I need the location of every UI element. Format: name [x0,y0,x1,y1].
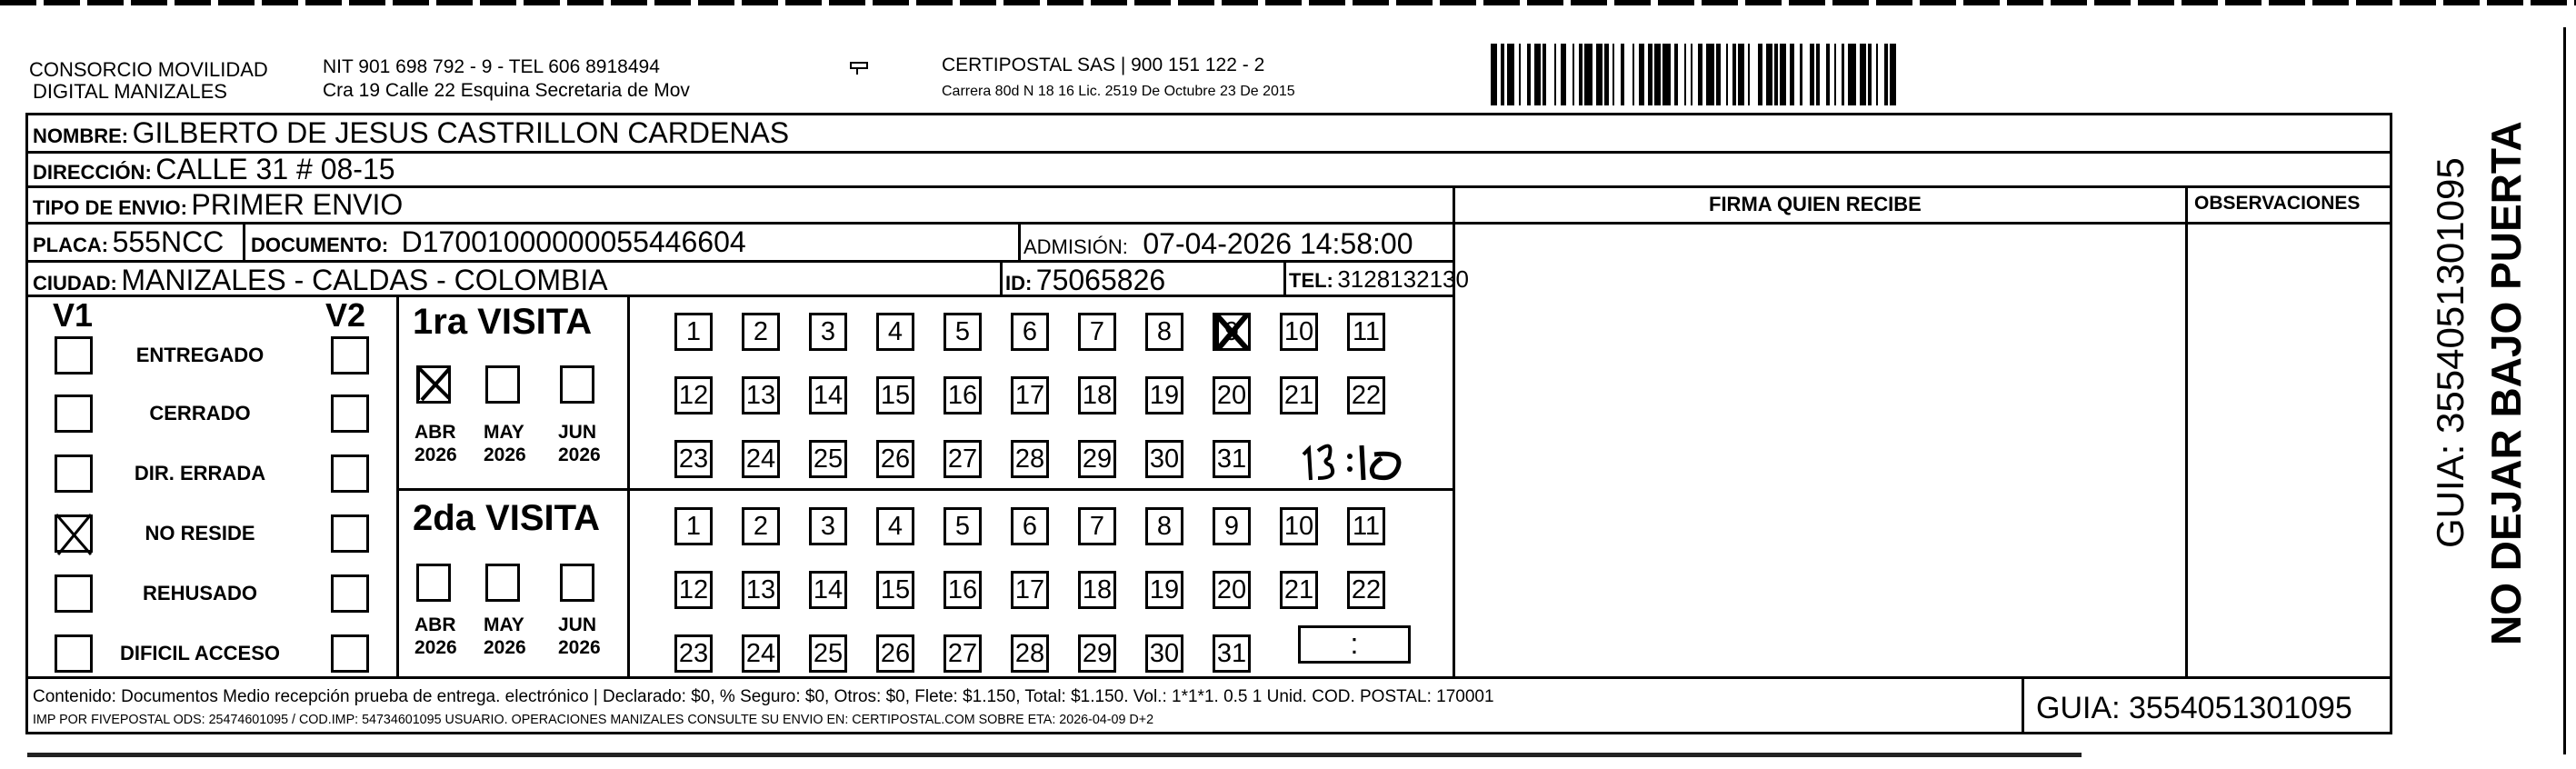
second-visit-day-box[interactable]: 10 [1280,507,1318,545]
first-visit-day-box[interactable]: 11 [1347,313,1385,351]
placa-row [33,225,224,259]
second-visit-year-label: 2026 [484,637,526,658]
nombre-value: GILBERTO DE JESUS CASTRILLON CARDENAS [132,116,790,149]
first-visit-day-box[interactable]: 16 [944,376,982,414]
top-edge [0,0,2576,5]
ciudad-row [33,264,608,297]
first-visit-day-box[interactable]: 7 [1078,313,1116,351]
second-visit-day-box[interactable]: 17 [1011,571,1049,609]
second-visit-month-checkbox-may[interactable] [485,564,520,602]
second-visit-year-label: 2026 [414,637,457,658]
v1-checkbox[interactable] [55,336,93,375]
check-x-icon [416,365,451,404]
second-visit-month-checkbox-abr[interactable] [416,564,451,602]
status-option-label: DIFICIL ACCESO [119,642,280,664]
company-line2: DIGITAL MANIZALES [33,80,227,103]
direccion-row [33,153,395,186]
v1-label: V1 [53,296,94,334]
barcode [1491,44,1900,105]
v1-checkbox[interactable] [55,394,93,433]
tel-value: 3128132130 [1337,265,1469,293]
admision-value: 07-04-2026 14:58:00 [1143,227,1413,260]
nombre-label: NOMBRE: [33,125,129,147]
second-visit-day-box[interactable]: 26 [876,634,914,673]
bottom-edge [27,753,2082,757]
second-visit-day-box[interactable]: 27 [944,634,982,673]
ciudad-value: MANIZALES - CALDAS - COLOMBIA [121,264,608,296]
second-visit-day-box[interactable]: 4 [876,507,914,545]
first-visit-year-label: 2026 [484,444,526,465]
first-visit-day-box[interactable]: 29 [1078,440,1116,478]
second-visit-day-box[interactable]: 20 [1213,571,1251,609]
second-visit-day-box[interactable]: 28 [1011,634,1049,673]
first-visit-day-box[interactable]: 28 [1011,440,1049,478]
certipostal-logo-icon [850,60,868,76]
first-visit-day-box[interactable]: 18 [1078,376,1116,414]
form-frame [25,113,2392,115]
footer-guia: GUIA: 3554051301095 [2036,691,2352,725]
second-visit-day-box[interactable]: 11 [1347,507,1385,545]
first-visit-day-box[interactable]: 14 [809,376,847,414]
side-guia: GUIA: 3554051301095 [2429,157,2471,548]
placa-label: PLACA: [33,234,109,256]
v2-checkbox[interactable] [331,634,369,673]
second-visit-day-box[interactable]: 9 [1213,507,1251,545]
second-visit-month-label: JUN [558,614,597,635]
carrier-line1: CERTIPOSTAL SAS | 900 151 122 - 2 [942,55,1265,75]
tipo-label: TIPO DE ENVIO: [33,196,187,219]
admision-label: ADMISIÓN: [1023,235,1128,258]
first-visit-day-box[interactable]: 23 [674,440,713,478]
first-visit-day-box[interactable]: 5 [944,313,982,351]
first-visit-day-box[interactable]: 1 [674,313,713,351]
second-visit-day-box[interactable]: 3 [809,507,847,545]
first-visit-day-box[interactable]: 22 [1347,376,1385,414]
first-visit-day-box[interactable]: 26 [876,440,914,478]
documento-row [251,225,746,259]
first-visit-month-checkbox-may[interactable] [485,365,520,404]
first-visit-day-box[interactable]: 17 [1011,376,1049,414]
first-visit-month-label: ABR [414,422,456,443]
v2-checkbox[interactable] [331,514,369,553]
v1-checkbox[interactable] [55,574,93,613]
second-visit-day-box[interactable]: 29 [1078,634,1116,673]
first-visit-day-box[interactable]: 30 [1145,440,1183,478]
second-visit-day-box[interactable]: 12 [674,571,713,609]
direccion-label: DIRECCIÓN: [33,161,152,184]
admision-row [1023,227,1413,261]
id-label: ID: [1005,272,1033,295]
firma-area[interactable] [1455,225,2185,676]
first-visit-day-box[interactable]: 10 [1280,313,1318,351]
first-visit-day-box[interactable]: 25 [809,440,847,478]
handwritten-x-mark [1213,313,1251,351]
second-visit-month-label: MAY [484,614,524,635]
v2-checkbox[interactable] [331,394,369,433]
first-visit-month-checkbox-abr[interactable] [416,365,451,404]
second-visit-time-box[interactable] [1298,625,1411,664]
firma-label: FIRMA QUIEN RECIBE [1709,193,1922,215]
first-visit-year-label: 2026 [558,444,601,465]
first-visit-label: 1ra VISITA [413,302,593,342]
first-visit-day-box[interactable]: 15 [876,376,914,414]
first-visit-day-box[interactable]: 8 [1145,313,1183,351]
tipo-row [33,188,403,222]
second-visit-day-box[interactable]: 5 [944,507,982,545]
documento-value: D17001000000055446604 [401,225,746,258]
second-visit-day-box[interactable]: 7 [1078,507,1116,545]
status-option-label: NO RESIDE [145,522,255,544]
address-line: Cra 19 Calle 22 Esquina Secretaria de Mov [323,80,690,101]
second-visit-day-box[interactable]: 14 [809,571,847,609]
tel-row [1289,265,1469,294]
check-x-icon [55,514,93,553]
second-visit-day-box[interactable]: 31 [1213,634,1251,673]
second-visit-day-box[interactable]: 24 [742,634,780,673]
nit-line: NIT 901 698 792 - 9 - TEL 606 8918494 [323,56,660,77]
second-visit-day-box[interactable]: 30 [1145,634,1183,673]
second-visit-day-box[interactable]: 18 [1078,571,1116,609]
contenido-line: Contenido: Documentos Medio recepción prueba de entrega. electrónico | Declarado: $0, % Seguro: $0, Otros: $0, Flete: $1.150, Total: $1.150. Vol.: 1*1*1. 0.5 1 Unid. COD. POSTAL: 170001 [33,687,1494,706]
second-visit-day-box[interactable]: 25 [809,634,847,673]
imp-line: IMP POR FIVEPOSTAL ODS: 25474601095 / COD.IMP: 54734601095 USUARIO. OPERACIONES MANIZALES CONSULTE SU ENVIO EN: CERTIPOSTAL.COM SOBRE ETA: 2026-04-09 D+2 [33,713,1154,727]
first-visit-day-box[interactable]: 13 [742,376,780,414]
second-visit-time-placeholder: : [1350,627,1359,660]
placa-value: 555NCC [112,225,225,258]
first-visit-month-checkbox-jun[interactable] [560,365,594,404]
second-visit-month-label: ABR [414,614,456,635]
first-visit-day-box[interactable]: 24 [742,440,780,478]
right-edge [2563,27,2566,754]
second-visit-day-box[interactable]: 21 [1280,571,1318,609]
first-visit-time-box[interactable] [1298,440,1411,478]
second-visit-day-box[interactable]: 16 [944,571,982,609]
documento-label: DOCUMENTO: [251,234,389,256]
v1-checkbox[interactable] [55,514,93,553]
observaciones-area[interactable] [2188,225,2390,676]
first-visit-day-box[interactable]: 20 [1213,376,1251,414]
v1-checkbox[interactable] [55,634,93,673]
first-visit-day-box[interactable]: 31 [1213,440,1251,478]
direccion-value: CALLE 31 # 08-15 [155,153,395,185]
first-visit-day-box[interactable]: 12 [674,376,713,414]
first-visit-month-label: JUN [558,422,597,443]
first-visit-day-box[interactable]: 2 [742,313,780,351]
status-option-label: REHUSADO [143,582,257,604]
observaciones-label: OBSERVACIONES [2194,193,2361,214]
nombre-row [33,116,789,150]
second-visit-day-box[interactable]: 13 [742,571,780,609]
v1-checkbox[interactable] [55,454,93,493]
second-visit-year-label: 2026 [558,637,601,658]
status-option-label: CERRADO [149,402,251,424]
tipo-value: PRIMER ENVIO [191,188,404,221]
first-visit-year-label: 2026 [414,444,457,465]
tel-label: TEL: [1289,269,1333,292]
second-visit-day-box[interactable]: 15 [876,571,914,609]
company-line1: CONSORCIO MOVILIDAD [29,58,268,81]
status-option-label: DIR. ERRADA [134,462,266,484]
second-visit-day-box[interactable]: 2 [742,507,780,545]
handwritten-time [1298,433,1411,487]
ciudad-label: CIUDAD: [33,272,117,295]
first-visit-day-box[interactable]: 21 [1280,376,1318,414]
id-row [1005,264,1165,297]
first-visit-day-box[interactable]: 19 [1145,376,1183,414]
second-visit-day-box[interactable]: 8 [1145,507,1183,545]
status-option-label: ENTREGADO [135,344,265,366]
second-visit-day-box[interactable]: 22 [1347,571,1385,609]
v2-checkbox[interactable] [331,574,369,613]
first-visit-day-box[interactable]: 27 [944,440,982,478]
id-value: 75065826 [1035,264,1166,296]
no-dejar-bajo-puerta: NO DEJAR BAJO PUERTA [2482,121,2530,645]
first-visit-day-box[interactable]: 6 [1011,313,1049,351]
first-visit-day-box[interactable]: 9 [1213,313,1251,351]
second-visit-day-box[interactable]: 1 [674,507,713,545]
v2-label: V2 [325,296,366,334]
second-visit-day-box[interactable]: 23 [674,634,713,673]
first-visit-day-box[interactable]: 3 [809,313,847,351]
v2-checkbox[interactable] [331,336,369,375]
second-visit-day-box[interactable]: 6 [1011,507,1049,545]
first-visit-time-value [1298,442,1303,444]
v2-checkbox[interactable] [331,454,369,493]
first-visit-month-label: MAY [484,422,524,443]
second-visit-month-checkbox-jun[interactable] [560,564,594,602]
second-visit-day-box[interactable]: 19 [1145,571,1183,609]
carrier-line2: Carrera 80d N 18 16 Lic. 2519 De Octubre 23 De 2015 [942,84,1295,99]
first-visit-day-box[interactable]: 4 [876,313,914,351]
second-visit-label: 2da VISITA [413,498,600,538]
